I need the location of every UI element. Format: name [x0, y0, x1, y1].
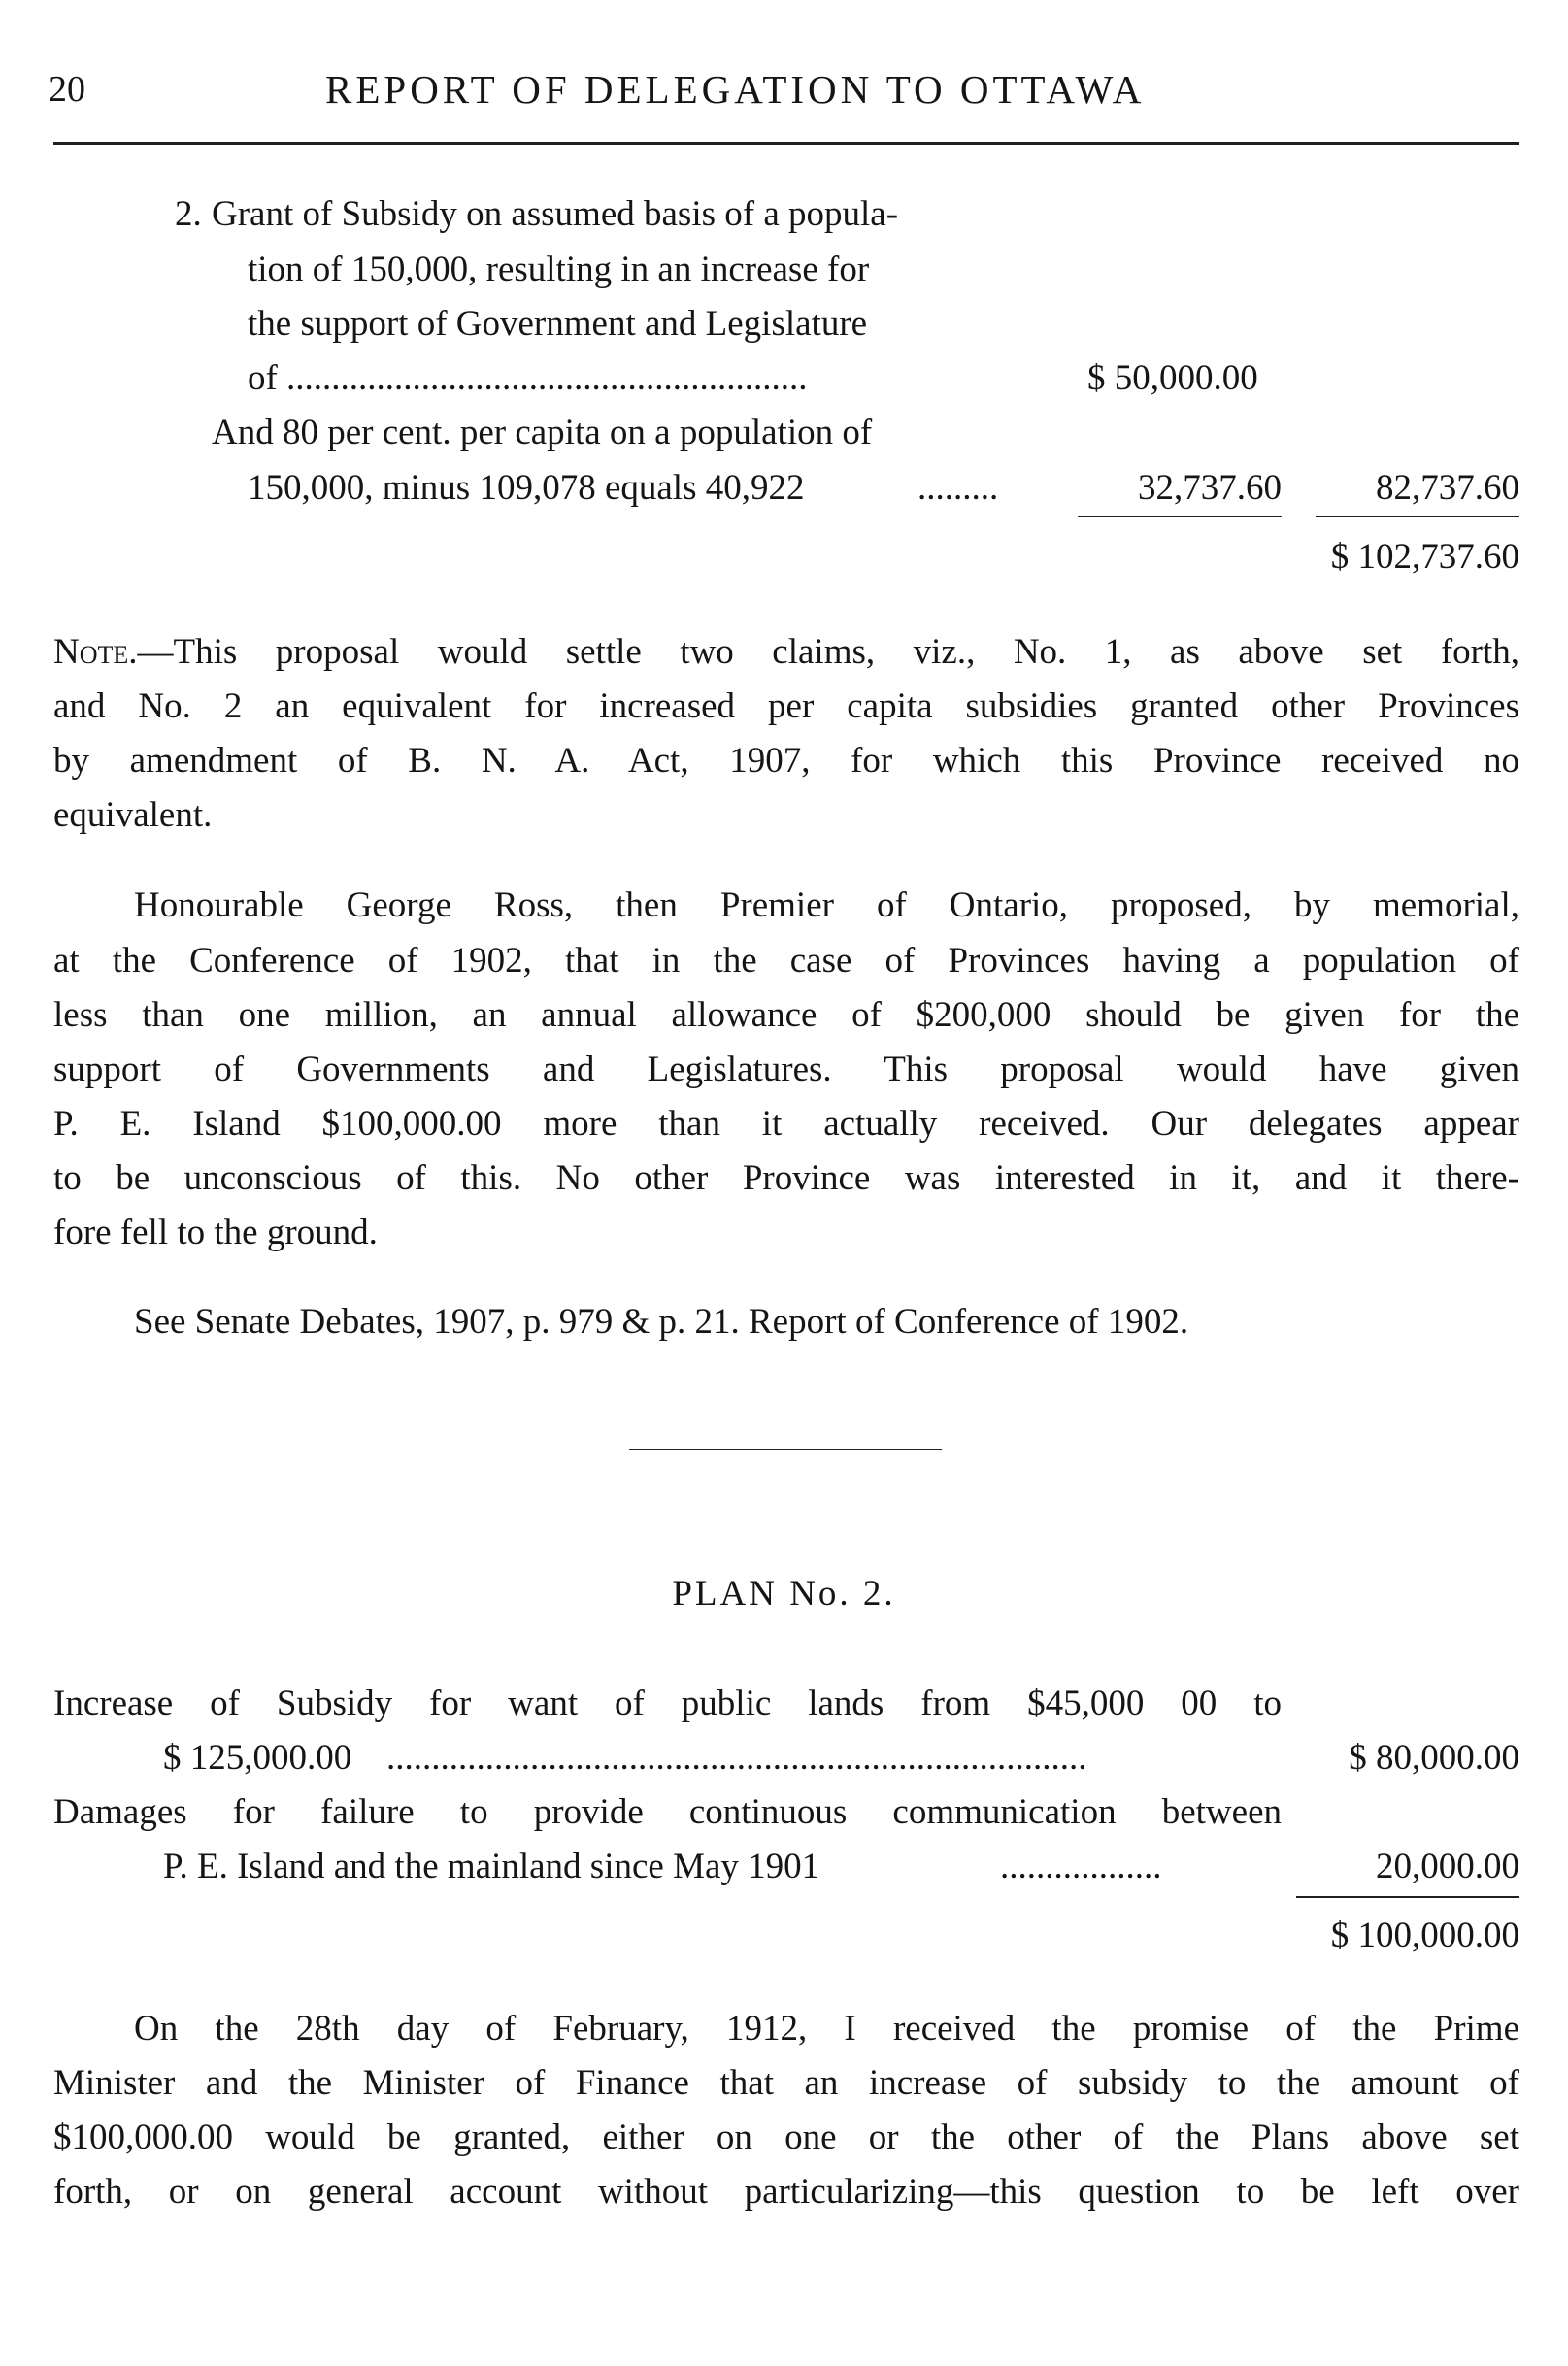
plan-item-line: P. E. Island and the mainland since May 1901: [163, 1847, 820, 1886]
amount: $ 80,000.00: [1349, 1738, 1519, 1778]
plan-item-line: Increase of Subsidy for want of public lands from $45,000 00 to: [53, 1683, 1282, 1723]
note-line: Note.—This proposal would settle two claims, viz., No. 1, as above set forth,: [53, 632, 1519, 672]
item2-line: 150,000, minus 109,078 equals 40,922: [248, 468, 805, 508]
paragraph-line: less than one million, an annual allowance of $200,000 should be given for the: [53, 995, 1519, 1035]
page-number: 20: [49, 69, 85, 110]
paragraph-line: P. E. Island $100,000.00 more than it actually received. Our delegates appear: [53, 1104, 1519, 1144]
paragraph-line: Honourable George Ross, then Premier of Ontario, proposed, by memorial,: [134, 885, 1519, 925]
section-heading: PLAN No. 2.: [672, 1574, 896, 1614]
paragraph-line: support of Governments and Legislatures. This proposal would have given: [53, 1050, 1519, 1089]
item2-line: of: [248, 358, 278, 398]
item2-line: Grant of Subsidy on assumed basis of a popula-: [212, 194, 899, 234]
note-line: by amendment of B. N. A. Act, 1907, for which this Province received no: [53, 741, 1519, 781]
sum-rule: [1296, 1896, 1519, 1898]
leader-dots: ..................: [1000, 1847, 1162, 1886]
paragraph-line: On the 28th day of February, 1912, I received the promise of the Prime: [134, 2009, 1519, 2049]
sum-rule: [1316, 516, 1519, 517]
sum-rule: [1078, 516, 1282, 517]
note-line: and No. 2 an equivalent for increased per capita subsidies granted other Provinces: [53, 686, 1519, 726]
header-rule: [53, 142, 1519, 145]
item2-line: tion of 150,000, resulting in an increase for: [248, 250, 870, 289]
leader-dots: ..........................................................: [286, 358, 808, 398]
leader-dots: .........: [917, 468, 999, 508]
paragraph-line: $100,000.00 would be granted, either on one or the other of the Plans above set: [53, 2117, 1519, 2157]
item2-line: the support of Government and Legislature: [248, 304, 868, 344]
running-title: REPORT OF DELEGATION TO OTTAWA: [325, 67, 1146, 112]
item-number: 2.: [175, 194, 202, 234]
amount: 32,737.60: [1138, 468, 1282, 508]
total: $ 100,000.00: [1330, 1916, 1519, 1955]
paragraph-line: at the Conference of 1902, that in the case of Provinces having a population of: [53, 941, 1519, 981]
total: $ 102,737.60: [1330, 537, 1519, 577]
reference-line: See Senate Debates, 1907, p. 979 & p. 21. Report of Conference of 1902.: [134, 1302, 1189, 1342]
subtotal: 82,737.60: [1376, 468, 1519, 508]
paragraph-line: forth, or on general account without particularizing—this question to be left over: [53, 2172, 1519, 2212]
amount: 20,000.00: [1376, 1847, 1519, 1886]
paragraph-line: Minister and the Minister of Finance that an increase of subsidy to the amount of: [53, 2063, 1519, 2103]
section-divider: [629, 1449, 942, 1450]
plan-item-line: Damages for failure to provide continuous communication between: [53, 1792, 1282, 1832]
leader-dots: ..............................................................................: [386, 1738, 1087, 1778]
note-line: equivalent.: [53, 795, 213, 835]
amount: $ 50,000.00: [1087, 358, 1258, 398]
item2-line: And 80 per cent. per capita on a population of: [212, 413, 873, 452]
paragraph-line: fore fell to the ground.: [53, 1213, 378, 1252]
note-label: Note.: [53, 632, 138, 672]
paragraph-line: to be unconscious of this. No other Province was interested in it, and it there-: [53, 1158, 1519, 1198]
plan-item-line: $ 125,000.00: [163, 1738, 352, 1778]
